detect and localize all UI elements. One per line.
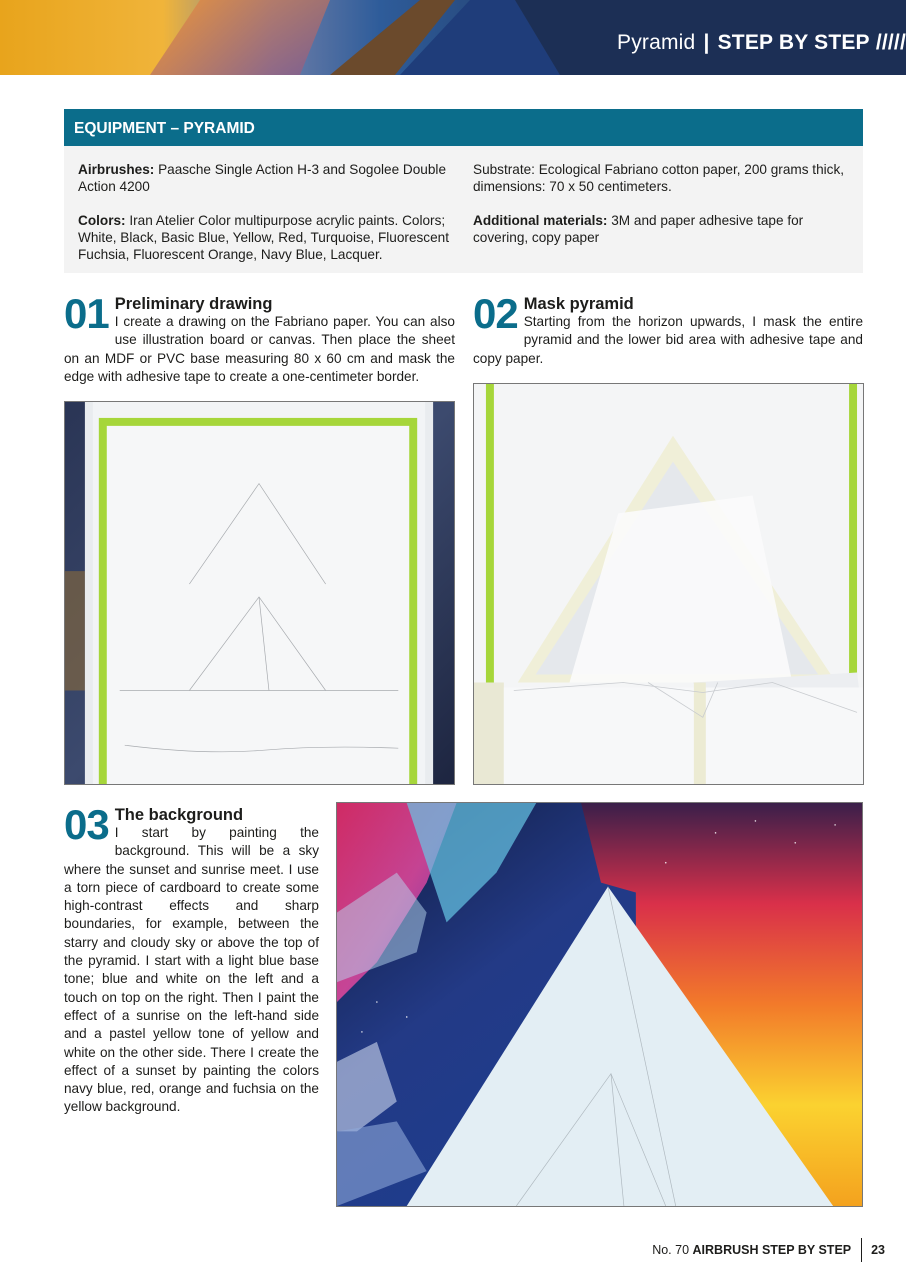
equipment-additional-label: Additional materials: <box>473 213 608 228</box>
equipment-colors-text: Iran Atelier Color multipurpose acrylic paints. Colors; White, Black, Basic Blue, Yellow, Red, Turquoise, Fluorescent Fuchsia, Fluorescent Orange, Navy Blue, Lacquer. <box>78 213 449 262</box>
equipment-box <box>64 109 863 273</box>
footer-issue: No. 70 <box>652 1243 690 1257</box>
header-banner <box>0 0 906 75</box>
step-title: Preliminary drawing <box>114 295 273 313</box>
page-footer <box>652 1238 885 1256</box>
page-number: 23 <box>871 1243 885 1257</box>
equipment-colors <box>78 212 458 263</box>
step-text: Starting from the horizon upwards, I mask the entire pyramid and the lower bid area with adhesive tape and copy paper. <box>473 314 863 366</box>
equipment-airbrushes-label: Airbrushes: <box>78 162 155 177</box>
photo-preliminary-drawing-image <box>65 402 454 784</box>
equipment-additional-text: 3M and paper adhesive tape for covering, copy paper <box>473 213 804 245</box>
step-number: 02 <box>473 290 518 337</box>
header-topic: Pyramid <box>616 31 696 54</box>
photo-preliminary-drawing <box>64 401 455 785</box>
step-title: Mask pyramid <box>523 295 634 313</box>
step-01 <box>64 290 455 386</box>
step-02 <box>473 290 863 368</box>
step-text: I create a drawing on the Fabriano paper. You can also use illustration board or canvas. Then place the sheet on an MDF or PVC base measuring 80 x 60 cm and mask the edge with adhesive tape to create a one-centimeter border. <box>64 314 455 384</box>
header-separator: | <box>703 31 710 54</box>
step-number: 01 <box>64 290 109 337</box>
equipment-additional <box>473 212 853 246</box>
footer-divider <box>861 1238 862 1262</box>
footer-magazine: AIRBRUSH STEP BY STEP <box>692 1243 852 1257</box>
equipment-substrate: Substrate: Ecological Fabriano cotton paper, 200 grams thick, dimensions: 70 x 50 centimeters. <box>473 162 845 194</box>
step-title: The background <box>114 806 244 824</box>
header-slashes: ///// <box>875 31 906 54</box>
step-number: 03 <box>64 801 109 848</box>
equipment-airbrushes-text: Paasche Single Action H-3 and Sogolee Double Action 4200 <box>78 162 447 194</box>
photo-mask-pyramid <box>473 383 864 785</box>
header-title <box>617 31 906 55</box>
header-section: STEP BY STEP <box>717 31 870 54</box>
equipment-title: EQUIPMENT – PYRAMID <box>64 109 863 146</box>
equipment-airbrushes <box>78 161 458 195</box>
equipment-colors-label: Colors: <box>78 213 126 228</box>
photo-mask-pyramid-image <box>474 384 863 784</box>
step-03 <box>64 801 319 1117</box>
equipment-column-right <box>473 161 853 263</box>
step-text: I start by painting the background. This will be a sky where the sunset and sunrise meet. I use a torn piece of cardboard to create some high-contrast effects and sharp boundaries, for example, between the starry and cloudy sky or above the top of the pyramid. I start with a light blue base tone; blue and white on the left and a touch on top on the right. Then I paint the effect of a sunrise on the left-hand side and a pastel yellow tone of yellow and white on the other side. There I create the effect of a sunset by painting the colors navy blue, red, orange and fuchsia on the yellow background. <box>64 825 319 1115</box>
photo-background <box>336 802 863 1207</box>
equipment-column-left <box>78 161 458 280</box>
photo-background-image <box>337 803 862 1206</box>
